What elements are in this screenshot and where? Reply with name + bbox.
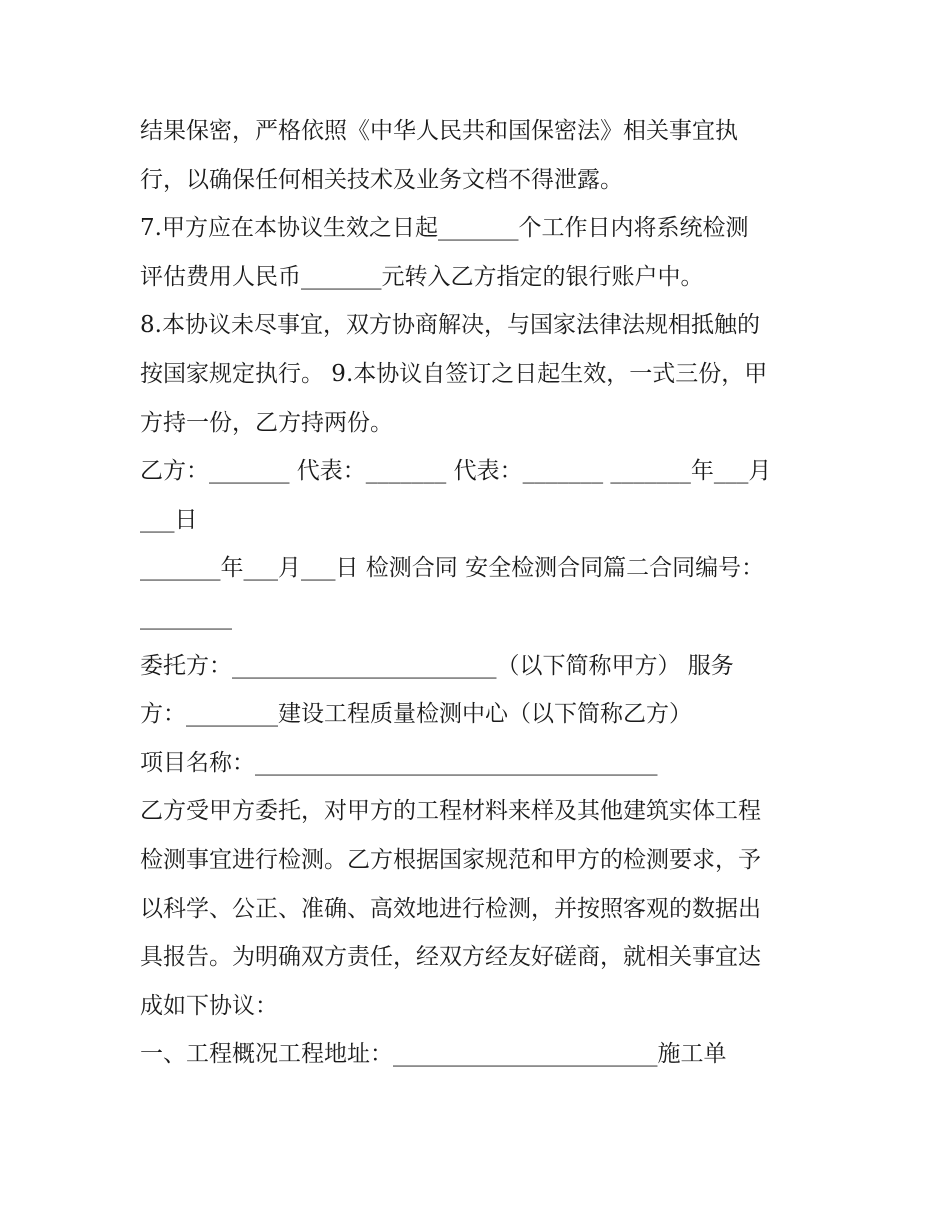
text-line: 项目名称：___________________________________ bbox=[140, 749, 658, 776]
text-line: 结果保密，严格依照《中华人民共和国保密法》相关事宜执 bbox=[140, 118, 738, 144]
text-line: 8.本协议未尽事宜，双方协商解决，与国家法律法规相抵触的 bbox=[140, 312, 760, 339]
text-line: 以科学、公正、准确、高效地进行检测，并按照客观的数据出 bbox=[140, 895, 761, 922]
text-line: _______年___月___日 检测合同 安全检测合同篇二合同编号： bbox=[140, 555, 765, 582]
text-line: 乙方受甲方委托，对甲方的工程材料来样及其他建筑实体工程 bbox=[140, 798, 761, 825]
document-body bbox=[140, 107, 820, 1079]
text-line: 方：________建设工程质量检测中心（以下简称乙方） bbox=[140, 701, 692, 728]
text-line: 乙方：_______ 代表：_______ 代表：_______ _______年___月 bbox=[140, 458, 772, 485]
text-line: 检测事宜进行检测。乙方根据国家规范和甲方的检测要求，予 bbox=[140, 846, 761, 873]
text-line: 7.甲方应在本协议生效之日起_______个工作日内将系统检测 bbox=[140, 215, 749, 242]
text-line: 行，以确保任何相关技术及业务文档不得泄露。 bbox=[140, 166, 623, 193]
text-line: ________ bbox=[140, 603, 232, 630]
text-line: 按国家规定执行。 9.本协议自签订之日起生效，一式三份，甲 bbox=[140, 360, 768, 387]
text-line: 具报告。为明确双方责任，经双方经友好磋商，就相关事宜达 bbox=[140, 944, 761, 971]
text-line: 方持一份，乙方持两份。 bbox=[140, 409, 393, 436]
text-line: 评估费用人民币_______元转入乙方指定的银行账户中。 bbox=[140, 263, 704, 290]
text-line: 成如下协议： bbox=[140, 992, 278, 1019]
text-line: ___日 bbox=[140, 506, 198, 533]
text-line: 委托方：_______________________（以下简称甲方） 服务 bbox=[140, 652, 734, 679]
text-line: 一、工程概况工程地址：_______________________施工单 bbox=[140, 1041, 727, 1068]
